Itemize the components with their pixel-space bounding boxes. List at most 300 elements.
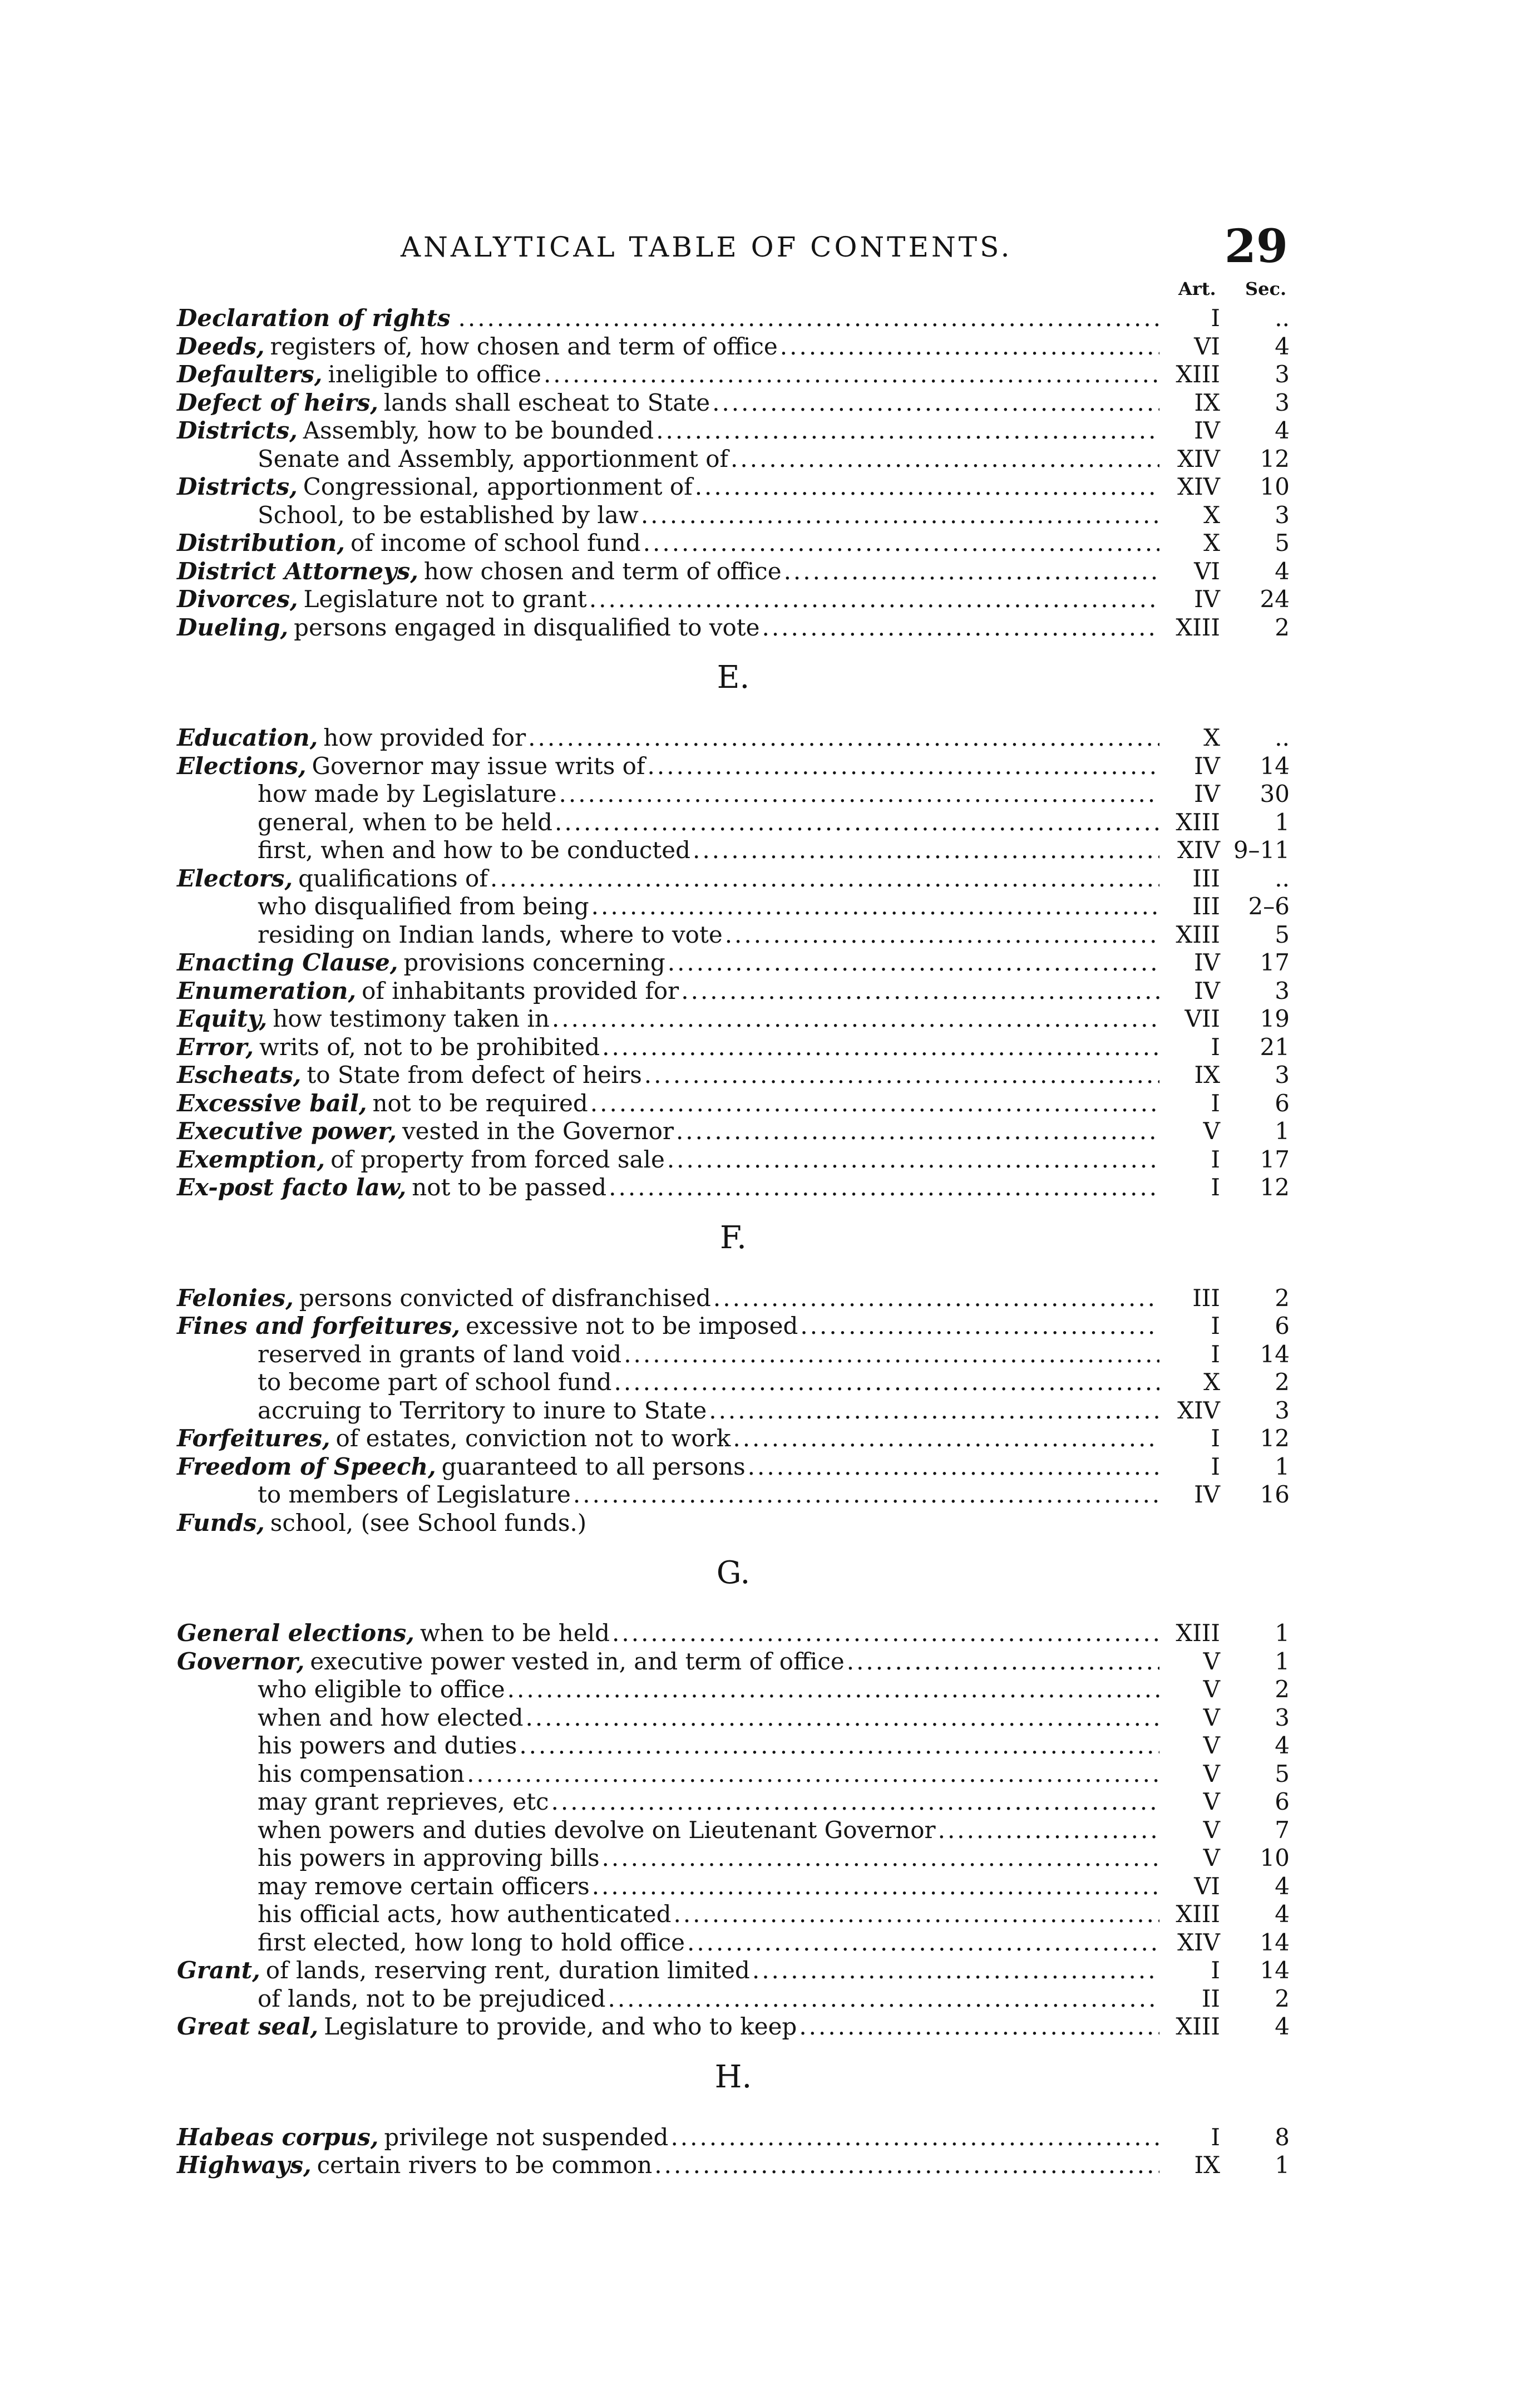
article-number: V [1203, 1760, 1220, 1787]
article-number: XIV [1177, 1396, 1220, 1424]
index-entry [258, 1368, 1290, 1396]
section-number: 7 [1275, 1816, 1290, 1844]
article-number: I [1211, 1145, 1220, 1173]
dot-leader [693, 836, 1159, 864]
entry-term: Highways, [177, 2151, 312, 2179]
section-number: 1 [1275, 808, 1290, 836]
index-entry [258, 1788, 1290, 1816]
dot-leader [526, 1704, 1159, 1732]
article-number: IV [1194, 585, 1220, 613]
dot-leader [725, 921, 1159, 949]
section-number: 10 [1260, 1844, 1290, 1871]
section-number: 16 [1260, 1481, 1290, 1508]
index-entry [177, 865, 1290, 893]
index-entry [177, 614, 1290, 642]
dot-leader [467, 1760, 1159, 1788]
index-entry [258, 1397, 1290, 1425]
article-number: I [1211, 1089, 1220, 1117]
article-number: II [1201, 1984, 1220, 2012]
entry-term: Deeds, [177, 332, 265, 360]
dot-leader [670, 2124, 1159, 2151]
index-entry [258, 1481, 1290, 1509]
index-entry [258, 809, 1290, 836]
article-number: IV [1194, 780, 1220, 807]
entry-description: reserved in grants of land void [258, 1340, 622, 1368]
dot-leader [551, 1788, 1159, 1816]
section-number: 3 [1275, 1061, 1290, 1088]
index-entry [177, 1425, 1290, 1452]
article-number: I [1211, 1452, 1220, 1480]
entry-term: Escheats, [177, 1061, 302, 1088]
index-entry [177, 333, 1290, 361]
entry-description: to State from defect of heirs [307, 1061, 642, 1088]
entry-description: of lands, reserving rent, duration limited [265, 1957, 750, 1984]
dot-leader [676, 1117, 1159, 1145]
entry-description: when and how elected [258, 1703, 524, 1731]
dot-leader [762, 614, 1159, 642]
section-number: 6 [1275, 1312, 1290, 1339]
index-entry [177, 2013, 1290, 2041]
entry-description: registers of, how chosen and term of office [270, 332, 778, 360]
entry-description: his official acts, how authenticated [258, 1900, 672, 1928]
dot-leader [573, 1481, 1159, 1509]
section-number: 1 [1275, 1619, 1290, 1647]
entry-term: Defaulters, [177, 361, 323, 388]
dot-leader [799, 2013, 1159, 2041]
section-number: 5 [1275, 1760, 1290, 1787]
dot-leader [602, 1033, 1159, 1061]
index-entry [177, 558, 1290, 585]
entry-description: of property from forced sale [330, 1145, 665, 1173]
column-header-art: Art. [1178, 278, 1216, 299]
section-number: 4 [1275, 1732, 1290, 1759]
section-number: 12 [1260, 445, 1290, 472]
dot-leader [712, 389, 1159, 417]
dot-leader [681, 977, 1159, 1005]
article-number: I [1211, 1312, 1220, 1339]
section-number: 14 [1260, 752, 1290, 780]
entry-description: lands shall escheat to State [383, 388, 710, 416]
entry-term: Excessive bail, [177, 1089, 367, 1117]
section-number: 2 [1275, 1984, 1290, 2012]
index-entry [177, 724, 1290, 752]
dot-leader [624, 1341, 1159, 1368]
entry-term: Divorces, [177, 585, 298, 613]
page-number: 29 [1224, 220, 1288, 273]
article-number: VI [1194, 332, 1220, 360]
section-number: 14 [1260, 1928, 1290, 1956]
entry-description: privilege not suspended [384, 2123, 669, 2151]
index-entry [258, 893, 1290, 920]
article-number: III [1192, 1284, 1220, 1312]
article-number: XIII [1176, 361, 1220, 388]
section-number: 19 [1260, 1005, 1290, 1032]
dot-leader [668, 949, 1159, 977]
section-number: 2 [1275, 1676, 1290, 1703]
entry-description: Congressional, apportionment of [303, 473, 693, 500]
section-number: 4 [1275, 417, 1290, 444]
section-number: 10 [1260, 473, 1290, 500]
dot-leader [614, 1368, 1159, 1396]
entry-description: Legislature to provide, and who to keep [324, 2013, 797, 2040]
dot-leader [612, 1619, 1159, 1647]
dot-leader [507, 1676, 1159, 1703]
index-entry [258, 1985, 1290, 2013]
entry-description: his powers in approving bills [258, 1844, 600, 1871]
entry-description: his compensation [258, 1760, 465, 1787]
section-number: 2–6 [1248, 893, 1290, 920]
section-number: 3 [1275, 1703, 1290, 1731]
index-entry [258, 1676, 1290, 1703]
article-number: III [1192, 893, 1220, 920]
dot-leader [643, 529, 1159, 557]
index-entry [177, 1453, 1290, 1481]
entry-description: not to be required [372, 1089, 588, 1117]
index-entry [177, 1509, 1290, 1537]
entry-description: general, when to be held [258, 808, 552, 836]
dot-leader [730, 445, 1159, 473]
entry-term: Enumeration, [177, 977, 357, 1004]
index-entry [177, 949, 1290, 977]
entry-description: of lands, not to be prejudiced [258, 1984, 606, 2012]
entry-description: when powers and duties devolve on Lieutenant Governor [258, 1816, 936, 1844]
index-entry [177, 1146, 1290, 1174]
dot-leader [552, 1005, 1159, 1033]
article-number: VII [1184, 1005, 1220, 1032]
dot-leader [784, 558, 1159, 585]
section-number: 12 [1260, 1174, 1290, 1201]
index-entry [177, 304, 1290, 332]
section-number: .. [1275, 864, 1290, 892]
index-entry [177, 1312, 1290, 1340]
entry-description: certain rivers to be common [317, 2151, 653, 2179]
index-entry [258, 1704, 1290, 1732]
entry-term: Error, [177, 1033, 254, 1061]
section-number: .. [1275, 304, 1290, 332]
article-number: I [1211, 1957, 1220, 1984]
index-entry [258, 780, 1290, 808]
section-number: 3 [1275, 388, 1290, 416]
dot-leader [713, 1284, 1159, 1312]
entry-description: guaranteed to all persons [441, 1452, 746, 1480]
section-number: 5 [1275, 920, 1290, 948]
entry-term: General elections, [177, 1619, 414, 1647]
entry-description: to become part of school fund [258, 1368, 612, 1396]
index-entry [177, 1090, 1290, 1117]
dot-leader [648, 752, 1159, 780]
entry-description: school, (see School funds.) [270, 1509, 587, 1536]
entry-description: qualifications of [298, 864, 488, 892]
article-number: XIII [1176, 1619, 1220, 1647]
entry-description: when to be held [419, 1619, 610, 1647]
index-entry [177, 752, 1290, 780]
index-entry [258, 445, 1290, 473]
dot-leader [667, 1146, 1159, 1174]
article-number: I [1211, 304, 1220, 332]
article-number: I [1211, 1174, 1220, 1201]
entry-description: provisions concerning [403, 949, 665, 976]
entry-description: writs of, not to be prohibited [259, 1033, 600, 1061]
section-number: 3 [1275, 361, 1290, 388]
article-number: XIII [1176, 613, 1220, 641]
index-entry [177, 2151, 1290, 2179]
entry-term: Fines and forfeitures, [177, 1312, 461, 1339]
section-number: 1 [1275, 1452, 1290, 1480]
dot-leader [687, 1929, 1159, 1957]
entry-description: excessive not to be imposed [466, 1312, 798, 1339]
article-number: X [1203, 529, 1220, 556]
section-number: 30 [1260, 780, 1290, 807]
dot-leader [592, 1873, 1159, 1900]
article-number: X [1203, 501, 1220, 529]
entry-description: of income of school fund [350, 529, 641, 556]
entry-description: his powers and duties [258, 1732, 517, 1759]
section-number: 5 [1275, 529, 1290, 556]
dot-leader [748, 1453, 1159, 1481]
dot-leader [847, 1648, 1159, 1676]
section-number: 21 [1260, 1033, 1290, 1061]
index-entry [177, 361, 1290, 388]
entry-term: Executive power, [177, 1117, 397, 1145]
entry-term: Governor, [177, 1647, 305, 1675]
section-number: 14 [1260, 1340, 1290, 1368]
section-number: 24 [1260, 585, 1290, 613]
index-entry [177, 1174, 1290, 1201]
dot-leader [644, 1061, 1159, 1089]
article-number: IV [1194, 977, 1220, 1004]
entry-description: Assembly, how to be bounded [303, 417, 654, 444]
entry-description: of estates, conviction not to work [335, 1425, 731, 1452]
entry-description: Legislature not to grant [303, 585, 587, 613]
entry-term: Ex-post facto law, [177, 1174, 407, 1201]
index-entry [177, 1957, 1290, 1984]
index-entry [258, 1341, 1290, 1368]
entry-term: Electors, [177, 864, 293, 892]
entry-description: residing on Indian lands, where to vote [258, 920, 723, 948]
article-number: X [1203, 724, 1220, 751]
article-number: IV [1194, 1481, 1220, 1508]
section-letter: F. [720, 1219, 747, 1256]
entry-term: Declaration of rights [177, 304, 451, 332]
entry-term: Enacting Clause, [177, 949, 398, 976]
entry-term: Forfeitures, [177, 1425, 330, 1452]
entry-description: of inhabitants provided for [362, 977, 679, 1004]
article-number: XIII [1176, 2013, 1220, 2040]
section-number: 4 [1275, 1872, 1290, 1900]
section-letter: E. [717, 659, 750, 696]
article-number: VI [1194, 1872, 1220, 1900]
dot-leader [528, 724, 1159, 752]
entry-description: executive power vested in, and term of office [310, 1647, 845, 1675]
section-number: 4 [1275, 2013, 1290, 2040]
entry-term: Equity, [177, 1005, 268, 1032]
dot-leader [654, 2151, 1159, 2179]
entry-term: Habeas corpus, [177, 2123, 379, 2151]
article-number: I [1211, 1425, 1220, 1452]
section-number: 17 [1260, 1145, 1290, 1173]
section-number: 6 [1275, 1089, 1290, 1117]
article-number: I [1211, 1340, 1220, 1368]
entry-term: Grant, [177, 1957, 260, 1984]
entry-description: School, to be established by law [258, 501, 639, 529]
index-entry [177, 977, 1290, 1005]
entry-term: Dueling, [177, 613, 289, 641]
section-number: 2 [1275, 1284, 1290, 1312]
entry-description: persons convicted of disfranchised [299, 1284, 711, 1312]
article-number: XIII [1176, 808, 1220, 836]
article-number: IX [1194, 1061, 1220, 1088]
dot-leader [673, 1900, 1159, 1928]
dot-leader [656, 417, 1159, 445]
article-number: XIV [1177, 1928, 1220, 1956]
index-entry [258, 1873, 1290, 1900]
section-number: 2 [1275, 613, 1290, 641]
entry-description: first elected, how long to hold office [258, 1928, 685, 1956]
entry-term: Great seal, [177, 2013, 319, 2040]
dot-leader [938, 1816, 1159, 1844]
dot-leader [559, 780, 1159, 808]
dot-leader [752, 1957, 1159, 1984]
section-number: 2 [1275, 1368, 1290, 1396]
article-number: IX [1194, 2151, 1220, 2179]
article-number: V [1203, 1647, 1220, 1675]
index-entry [258, 1844, 1290, 1872]
dot-leader [709, 1397, 1159, 1425]
section-number: 3 [1275, 501, 1290, 529]
entry-description: who eligible to office [258, 1676, 505, 1703]
article-number: XIII [1176, 920, 1220, 948]
entry-description: to members of Legislature [258, 1481, 571, 1508]
entry-term: Defect of heirs, [177, 388, 378, 416]
index-entry [258, 1929, 1290, 1957]
article-number: III [1192, 864, 1220, 892]
index-entry [177, 473, 1290, 501]
section-number: 4 [1275, 557, 1290, 585]
dot-leader [519, 1732, 1159, 1760]
index-entry [177, 1061, 1290, 1089]
entry-description: may grant reprieves, etc [258, 1788, 549, 1815]
dot-leader [590, 1090, 1159, 1117]
index-entry [177, 417, 1290, 445]
section-number: 17 [1260, 949, 1290, 976]
dot-leader [544, 361, 1159, 388]
dot-leader [490, 865, 1159, 893]
entry-description: how made by Legislature [258, 780, 557, 807]
dot-leader [733, 1425, 1159, 1452]
index-entry [177, 1033, 1290, 1061]
index-entry [258, 1816, 1290, 1844]
entry-description: not to be passed [412, 1174, 607, 1201]
section-number: 8 [1275, 2123, 1290, 2151]
section-number: 6 [1275, 1788, 1290, 1815]
index-entry [258, 921, 1290, 949]
entry-description: how testimony taken in [273, 1005, 550, 1032]
section-number: 12 [1260, 1425, 1290, 1452]
dot-leader [458, 304, 1160, 332]
entry-description: Governor may issue writs of [312, 752, 645, 780]
section-number: 4 [1275, 1900, 1290, 1928]
entry-description: persons engaged in disqualified to vote [294, 613, 760, 641]
entry-description: how chosen and term of office [423, 557, 782, 585]
index-entry [258, 836, 1290, 864]
entry-term: Elections, [177, 752, 307, 780]
section-number: 1 [1275, 1117, 1290, 1145]
section-number: 1 [1275, 1647, 1290, 1675]
article-number: I [1211, 1033, 1220, 1061]
index-entry [258, 1900, 1290, 1928]
index-entry [177, 1619, 1290, 1647]
article-number: V [1203, 1844, 1220, 1871]
article-number: XIV [1177, 445, 1220, 472]
article-number: IV [1194, 417, 1220, 444]
article-number: V [1203, 1788, 1220, 1815]
entry-description: who disqualified from being [258, 893, 589, 920]
index-entry [177, 389, 1290, 417]
article-number: IV [1194, 752, 1220, 780]
article-number: X [1203, 1368, 1220, 1396]
article-number: XIV [1177, 473, 1220, 500]
section-number: 3 [1275, 977, 1290, 1004]
entry-description: ineligible to office [328, 361, 541, 388]
dot-leader [591, 893, 1159, 920]
dot-leader [555, 809, 1159, 836]
section-number: 3 [1275, 1396, 1290, 1424]
dot-leader [695, 473, 1159, 501]
index-entry [177, 1648, 1290, 1676]
dot-leader [780, 333, 1159, 361]
article-number: V [1203, 1703, 1220, 1731]
dot-leader [608, 1985, 1160, 2013]
entry-term: Distribution, [177, 529, 345, 556]
index-entry [258, 1732, 1290, 1760]
page-header [178, 220, 1288, 278]
article-number: IX [1194, 388, 1220, 416]
index-entry [177, 2124, 1290, 2151]
dot-leader [602, 1844, 1159, 1872]
index-entry [177, 1284, 1290, 1312]
article-number: V [1203, 1117, 1220, 1145]
entry-description: how provided for [323, 724, 526, 751]
section-number: 9–11 [1233, 836, 1290, 864]
index-entry [177, 585, 1290, 613]
dot-leader [800, 1312, 1159, 1340]
section-number: 4 [1275, 332, 1290, 360]
entry-term: Education, [177, 724, 318, 751]
article-number: I [1211, 2123, 1220, 2151]
article-number: V [1203, 1732, 1220, 1759]
index-entry [177, 1117, 1290, 1145]
entry-term: Districts, [177, 473, 298, 500]
article-number: V [1203, 1816, 1220, 1844]
entry-description: Senate and Assembly, apportionment of [258, 445, 729, 472]
article-number: IV [1194, 949, 1220, 976]
entry-term: Freedom of Speech, [177, 1452, 436, 1480]
entry-description: vested in the Governor [402, 1117, 674, 1145]
running-title: ANALYTICAL TABLE OF CONTENTS. [401, 231, 1013, 263]
section-letter: H. [714, 2058, 752, 2095]
section-number: 14 [1260, 1957, 1290, 1984]
article-number: XIV [1177, 836, 1220, 864]
index-entry [177, 529, 1290, 557]
entry-term: Felonies, [177, 1284, 294, 1312]
column-header-sec: Sec. [1245, 278, 1287, 299]
entry-description: first, when and how to be conducted [258, 836, 690, 864]
article-number: V [1203, 1676, 1220, 1703]
article-number: XIII [1176, 1900, 1220, 1928]
entry-term: District Attorneys, [177, 557, 418, 585]
section-letter: G. [716, 1555, 751, 1591]
dot-leader [589, 585, 1159, 613]
